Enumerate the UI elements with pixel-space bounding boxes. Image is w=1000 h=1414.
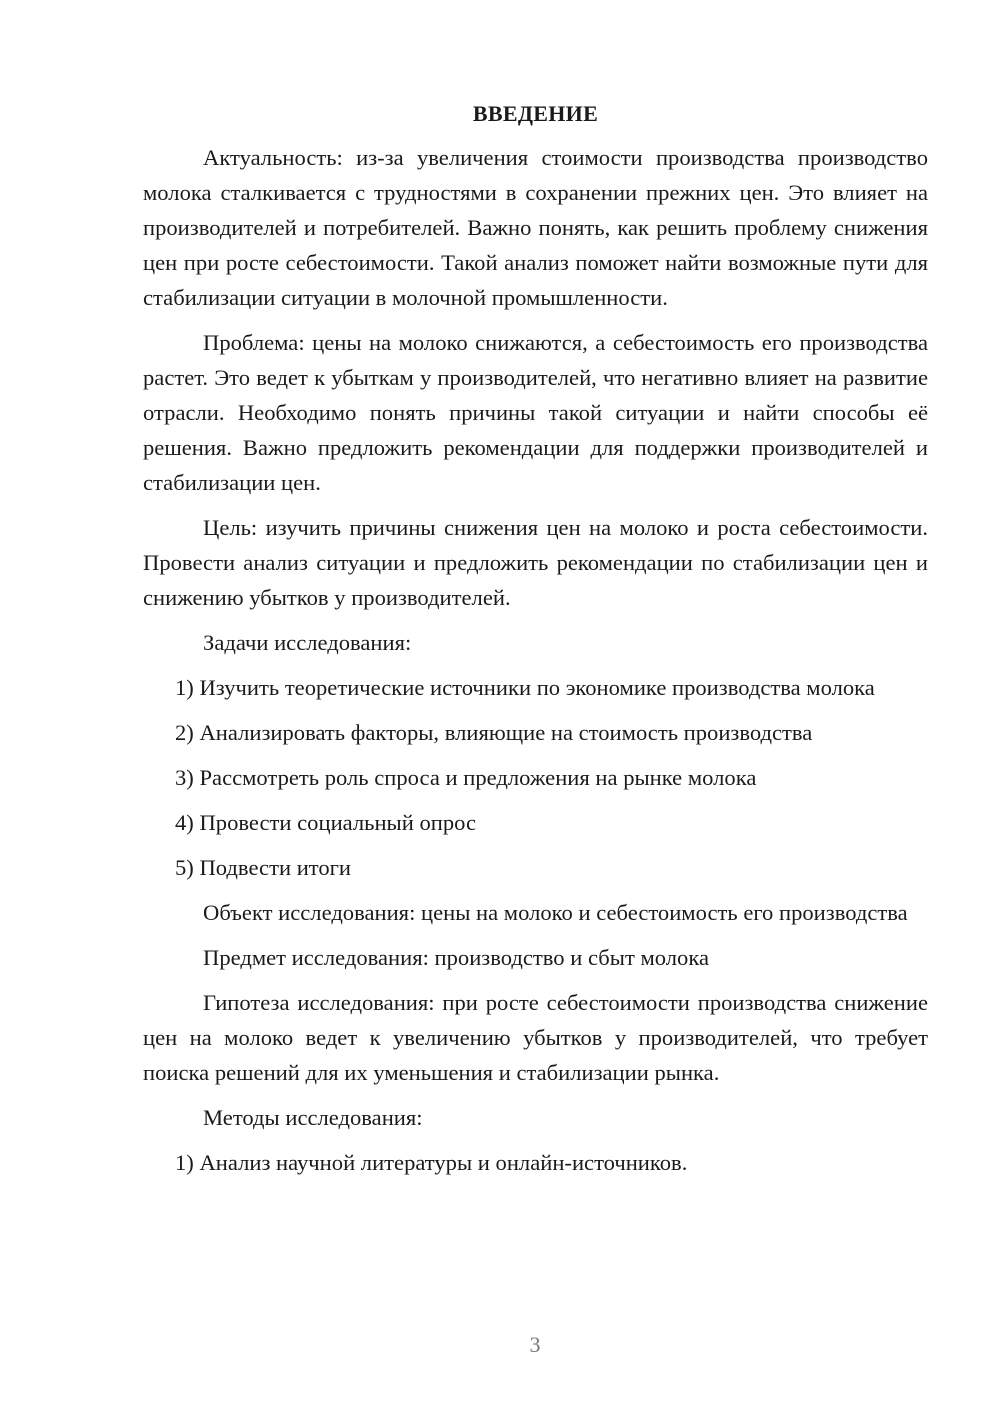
tasks-heading: Задачи исследования: [203, 630, 412, 655]
paragraph-problem: Проблема: цены на молоко снижаются, а себестоимость его производства растет. Это ведет к убыткам у производителей, что негативно влияет на развитие отрасли. Необходимо понять причины такой ситуации и найти способы её решения. Важно предложить рекомендации для поддержки производителей и стабилизации цен. [143, 330, 928, 495]
method-item: 1) Анализ научной литературы и онлайн-источников. [175, 1150, 688, 1175]
methods-heading: Методы исследования: [203, 1105, 423, 1130]
page-number: 3 [529, 1332, 541, 1357]
task-item: 4) Провести социальный опрос [175, 810, 477, 835]
task-item: 2) Анализировать факторы, влияющие на стоимость производства [175, 720, 813, 745]
task-item: 5) Подвести итоги [175, 855, 352, 880]
paragraph-subject: Предмет исследования: производство и сбыт молока [203, 945, 710, 970]
page-content [143, 96, 928, 1190]
paragraph-object: Объект исследования: цены на молоко и себестоимость его производства [203, 900, 908, 925]
paragraph-hypothesis: Гипотеза исследования: при росте себестоимости производства снижение цен на молоко ведет к увеличению убытков у производителей, что требует поиска решений для их уменьшения и стабилизации рынка. [143, 990, 928, 1085]
page-title: ВВЕДЕНИЕ [472, 101, 599, 126]
task-item: 1) Изучить теоретические источники по экономике производства молока [175, 675, 875, 700]
paragraph-goal: Цель: изучить причины снижения цен на молоко и роста себестоимости. Провести анализ ситуации и предложить рекомендации по стабилизации цен и снижению убытков у производителей. [143, 515, 928, 610]
task-item: 3) Рассмотреть роль спроса и предложения на рынке молока [175, 765, 757, 790]
paragraph-relevance: Актуальность: из-за увеличения стоимости производства производство молока сталкивается с трудностями в сохранении прежних цен. Это влияет на производителей и потребителей. Важно понять, как решить проблему снижения цен при росте себестоимости. Такой анализ поможет найти возможные пути для стабилизации ситуации в молочной промышленности. [143, 145, 928, 310]
